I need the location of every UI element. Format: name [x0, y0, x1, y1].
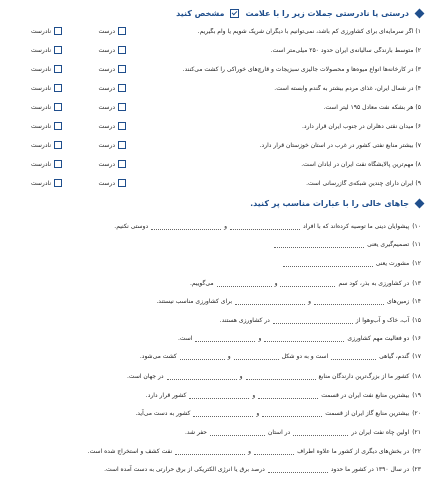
question-text-part: در جهان است.	[127, 372, 164, 380]
answer-options	[6, 27, 126, 35]
question-text-part: دو فعالیت مهم کشاورزی	[347, 334, 410, 342]
diamond-bullet-icon	[415, 198, 425, 208]
statement-text	[126, 104, 425, 111]
true-false-row	[6, 62, 425, 76]
question-number: ۱۸)	[412, 372, 421, 380]
question-text-part: زمین‌های	[387, 297, 410, 305]
statement-number: ۹)	[415, 179, 421, 187]
true-label: درست	[98, 160, 115, 168]
true-option[interactable]	[70, 84, 126, 92]
true-option[interactable]	[70, 27, 126, 35]
answer-blank[interactable]	[175, 447, 245, 455]
question-text-part: تصمیم‌گیری یعنی	[367, 240, 410, 248]
true-option[interactable]	[70, 46, 126, 54]
question-text-part: نفت کشف و استخراج شده است.	[87, 447, 173, 455]
answer-blank[interactable]	[193, 409, 253, 417]
false-label: نادرست	[31, 84, 51, 92]
fill-blank-row	[8, 295, 421, 307]
true-checkbox[interactable]	[118, 46, 126, 54]
true-false-row	[6, 157, 425, 171]
false-option[interactable]	[6, 84, 62, 92]
diamond-bullet-icon	[415, 8, 425, 18]
statement-body: اگر سرمایه‌ای برای کشاورزی کم باشد، نمی‌توانیم با دیگران شریک شویم یا وام بگیریم.	[197, 27, 414, 35]
answer-blank[interactable]	[273, 316, 353, 324]
answer-blank[interactable]	[262, 409, 322, 417]
true-option[interactable]	[70, 122, 126, 130]
answer-blank[interactable]	[230, 222, 300, 230]
answer-blank[interactable]	[189, 391, 249, 399]
answer-blank[interactable]	[246, 372, 316, 380]
true-checkbox[interactable]	[118, 122, 126, 130]
statement-number: ۵)	[415, 103, 421, 111]
true-false-row	[6, 176, 425, 190]
answer-blank[interactable]	[258, 391, 318, 399]
false-option[interactable]	[6, 103, 62, 111]
answer-blank[interactable]	[234, 352, 279, 360]
false-option[interactable]	[6, 160, 62, 168]
answer-options	[6, 160, 126, 168]
question-text-part: مشورت یعنی	[375, 259, 410, 267]
statement-body: بیشتر منابع نفتی کشور در غرب در استان خوزستان قرار دارد.	[259, 141, 414, 149]
true-false-row	[6, 43, 425, 57]
answer-blank[interactable]	[235, 297, 305, 305]
true-checkbox[interactable]	[118, 84, 126, 92]
question-text-part: و	[227, 352, 231, 360]
true-checkbox[interactable]	[118, 65, 126, 73]
question-text-part: در سال ۱۳۹۰ در کشور ما حدود	[330, 465, 410, 473]
true-option[interactable]	[70, 65, 126, 73]
question-text-part: حفر شد.	[184, 428, 208, 436]
fill-blank-row	[8, 277, 421, 289]
question-text-part: اولین چاه نفت ایران در	[351, 428, 410, 436]
statement-number: ۷)	[415, 141, 421, 149]
false-option[interactable]	[6, 141, 62, 149]
question-text-part: و	[224, 222, 228, 230]
checkbox-icon	[230, 9, 239, 18]
question-text-part: و	[258, 334, 262, 342]
question-text-part: و	[274, 279, 278, 287]
answer-blank[interactable]	[195, 334, 255, 342]
fill-blank-row	[8, 314, 421, 326]
question-text-part: و	[252, 391, 256, 399]
answer-blank[interactable]	[210, 428, 265, 436]
question-text-part: دوستی نکنیم.	[114, 222, 149, 230]
question-text-part: کشور به دست می‌آید.	[135, 409, 191, 417]
true-checkbox[interactable]	[118, 141, 126, 149]
statement-body: مهم‌ترین پالایشگاه نفت ایران در آبادان است.	[301, 160, 414, 168]
true-false-row	[6, 24, 425, 38]
statement-text	[126, 123, 425, 130]
true-option[interactable]	[70, 179, 126, 187]
question-number: ۲۲)	[412, 447, 421, 455]
true-label: درست	[98, 84, 115, 92]
answer-options	[6, 103, 126, 111]
true-label: درست	[98, 122, 115, 130]
question-number: ۱۰)	[412, 222, 421, 230]
section-true-false-text: درستی یا نادرستی جملات زیر را با علامت	[245, 8, 409, 18]
answer-options	[6, 65, 126, 73]
question-text-part: آب، خاک و آب‌وهوا از	[355, 316, 410, 324]
question-text-part: در کشاورزی به بذر، کود سم	[338, 279, 410, 287]
true-label: درست	[98, 65, 115, 73]
fill-blank-row	[8, 389, 421, 401]
answer-blank[interactable]	[293, 428, 348, 436]
true-label: درست	[98, 27, 115, 35]
section-true-false-title	[176, 6, 423, 20]
statement-text	[126, 180, 425, 187]
question-number: ۱۶)	[412, 334, 421, 342]
true-label: درست	[98, 141, 115, 149]
question-text-part: برای کشاورزی مناسب نیستند.	[156, 297, 233, 305]
false-label: نادرست	[31, 65, 51, 73]
statement-body: متوسط بارندگی سالیانه‌ی ایران حدود ۲۵۰ میلی‌متر است.	[270, 46, 414, 54]
question-number: ۱۱)	[412, 240, 421, 248]
fill-blank-row	[8, 445, 421, 457]
answer-blank[interactable]	[167, 372, 237, 380]
false-checkbox[interactable]	[54, 141, 62, 149]
section-true-false-suffix: مشخص کنید	[176, 8, 225, 18]
false-option[interactable]	[6, 65, 62, 73]
question-text-part: بیشترین منابع گاز ایران از قسمت	[325, 409, 410, 417]
false-label: نادرست	[31, 160, 51, 168]
question-text-part: بیشترین منابع نفت ایران در قسمت	[321, 391, 410, 399]
question-text-part: است.	[177, 334, 193, 342]
section-fill-blank-title	[250, 196, 423, 210]
question-number: ۲۳)	[412, 465, 421, 473]
question-text-part: است و به دو شکل	[281, 352, 329, 360]
false-checkbox[interactable]	[54, 160, 62, 168]
answer-options	[6, 141, 126, 149]
question-text-part: درصد برق یا انرژی الکتریکی از برق حرارتی به دست آمده است.	[104, 465, 265, 473]
statement-body: هر بشکه نفت معادل ۱۹۵ لیتر است.	[323, 103, 414, 111]
statement-body: میدان نفتی دهلران در جنوب ایران قرار دارد.	[301, 122, 414, 130]
fill-blank-row	[8, 238, 421, 250]
question-text-part: و	[248, 447, 252, 455]
question-number: ۱۳)	[412, 279, 421, 287]
answer-options	[6, 46, 126, 54]
statement-text	[126, 85, 425, 92]
true-option[interactable]	[70, 160, 126, 168]
false-checkbox[interactable]	[54, 65, 62, 73]
statement-body: در کارخانه‌ها انواع میوه‌ها و محصولات جالیزی سبزیجات و قارچ‌های خوراکی را کشت می‌کنند.	[182, 65, 414, 73]
statement-body: در شمال ایران، غذای مردم بیشتر به گندم وابسته است.	[274, 84, 414, 92]
false-label: نادرست	[31, 103, 51, 111]
statement-text	[126, 66, 425, 73]
answer-blank[interactable]	[268, 465, 328, 473]
statement-number: ۶)	[415, 122, 421, 130]
fill-blank-row	[8, 370, 421, 382]
true-label: درست	[98, 103, 115, 111]
false-label: نادرست	[31, 141, 51, 149]
question-text-part: در کشاورزی هستند.	[219, 316, 270, 324]
question-text-part: و	[308, 297, 312, 305]
question-number: ۱۴)	[412, 297, 421, 305]
statement-number: ۳)	[415, 65, 421, 73]
false-option[interactable]	[6, 122, 62, 130]
answer-blank[interactable]	[331, 352, 376, 360]
statement-number: ۸)	[415, 160, 421, 168]
false-label: نادرست	[31, 179, 51, 187]
answer-blank[interactable]	[274, 240, 364, 248]
true-option[interactable]	[70, 141, 126, 149]
true-checkbox[interactable]	[118, 27, 126, 35]
answer-options	[6, 179, 126, 187]
statement-body: ایران دارای چندین شبکه‌ی گازرسانی است.	[306, 179, 414, 187]
answer-options	[6, 84, 126, 92]
statement-text	[126, 28, 425, 35]
question-text-part: پیشوایان دینی ما توصیه کرده‌اند که با افراد	[303, 222, 410, 230]
answer-blank[interactable]	[280, 279, 335, 287]
false-option[interactable]	[6, 179, 62, 187]
statement-number: ۴)	[415, 84, 421, 92]
answer-blank[interactable]	[254, 447, 294, 455]
statement-number: ۲)	[415, 46, 421, 54]
question-number: ۱۹)	[412, 391, 421, 399]
answer-blank[interactable]	[264, 334, 344, 342]
statement-number: ۱)	[415, 27, 421, 35]
answer-blank[interactable]	[283, 259, 373, 267]
false-option[interactable]	[6, 27, 62, 35]
fill-blank-row	[8, 407, 421, 419]
question-text-part: در استان	[268, 428, 291, 436]
question-text-part: و	[256, 409, 260, 417]
question-text-part: کشت می‌شود.	[139, 352, 177, 360]
question-text-part: می‌گوییم.	[190, 279, 214, 287]
question-number: ۱۵)	[412, 316, 421, 324]
false-checkbox[interactable]	[54, 122, 62, 130]
fill-blank-row	[8, 257, 421, 269]
fill-blank-row	[8, 463, 421, 475]
question-text-part: کشور ما از بزرگ‌ترین دارندگان منابع	[318, 372, 410, 380]
question-number: ۱۲)	[412, 259, 421, 267]
answer-blank[interactable]	[180, 352, 225, 360]
true-checkbox[interactable]	[118, 160, 126, 168]
question-number: ۱۷)	[412, 352, 421, 360]
question-number: ۲۱)	[412, 428, 421, 436]
question-number: ۲۰)	[412, 409, 421, 417]
answer-blank[interactable]	[314, 297, 384, 305]
true-false-row	[6, 138, 425, 152]
false-label: نادرست	[31, 122, 51, 130]
question-text-part: کشور قرار دارد.	[145, 391, 187, 399]
false-label: نادرست	[31, 27, 51, 35]
fill-blank-row	[8, 220, 421, 232]
question-text-part: و	[239, 372, 243, 380]
false-label: نادرست	[31, 46, 51, 54]
fill-blank-row	[8, 350, 421, 362]
false-checkbox[interactable]	[54, 103, 62, 111]
false-option[interactable]	[6, 46, 62, 54]
true-checkbox[interactable]	[118, 103, 126, 111]
true-option[interactable]	[70, 103, 126, 111]
answer-options	[6, 122, 126, 130]
question-text-part: در بخش‌های دیگری از کشور ما علاوه اطراف	[297, 447, 410, 455]
fill-blank-row	[8, 332, 421, 344]
false-checkbox[interactable]	[54, 84, 62, 92]
true-false-row	[6, 81, 425, 95]
answer-blank[interactable]	[151, 222, 221, 230]
question-text-part: گندم، گیاهی	[379, 352, 410, 360]
section-fill-blank-text: جاهای خالی را با عبارات مناسب پر کنید.	[250, 198, 409, 208]
true-false-row	[6, 119, 425, 133]
false-checkbox[interactable]	[54, 46, 62, 54]
false-checkbox[interactable]	[54, 179, 62, 187]
true-label: درست	[98, 179, 115, 187]
true-label: درست	[98, 46, 115, 54]
false-checkbox[interactable]	[54, 27, 62, 35]
statement-text	[126, 161, 425, 168]
statement-text	[126, 47, 425, 54]
true-checkbox[interactable]	[118, 179, 126, 187]
fill-blank-row	[8, 426, 421, 438]
statement-text	[126, 142, 425, 149]
true-false-row	[6, 100, 425, 114]
answer-blank[interactable]	[217, 279, 272, 287]
